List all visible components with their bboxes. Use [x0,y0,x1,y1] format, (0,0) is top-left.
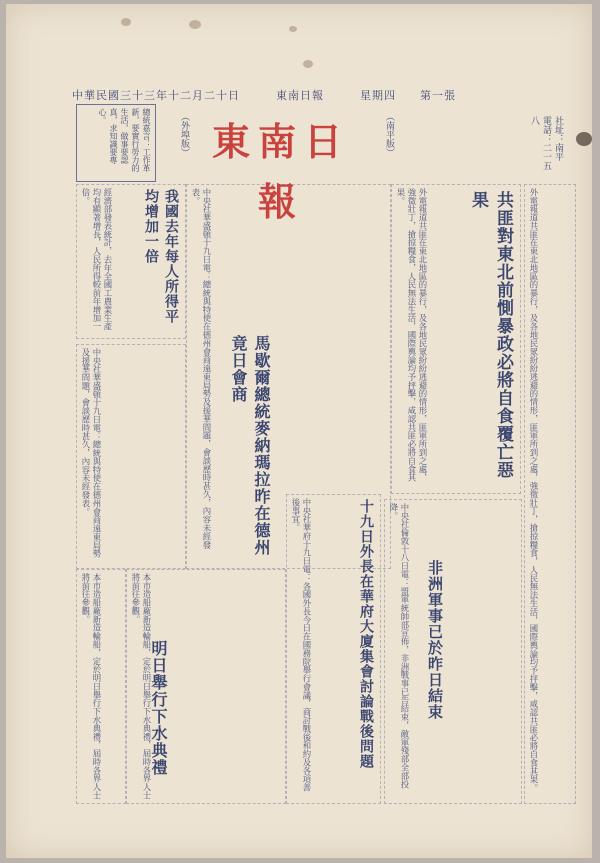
article-3 [286,494,381,804]
article-4-headline: 非洲軍事已於昨日結束 [426,560,444,720]
article-6-body: 經濟部發表統計，去年全國工農業生產均有顯著增長，人民所得較前年增加一倍。 [81,188,113,331]
header-dateline: 中華民國三十三年十二月二十日 東南日報 星期四 第一張 [72,89,456,102]
article-5-headline: 明日舉行下水典禮 [149,640,168,776]
article-1-headline: 共匪對東北前惻暴政必將自食覆亡惡果 [468,191,513,479]
article-6 [76,184,186,339]
article-4-body: 中央社倫敦十八日電：盟軍統帥部宣佈，非洲戰事已告結束，敵軍殘部全部投降。 [389,503,410,789]
newspaper-page [6,4,592,858]
left-bottom-text: 本市造船廠新造輪船，定於明日舉行下水典禮，屆時各界人士將前往參觀。 [81,573,102,800]
masthead-title: 東南日報 [211,119,350,224]
right-column-text: 外電報道共匪在東北地區的暴行，及各地民眾紛紛逃避的情形，匪軍所到之處，強徵壯丁，搶掠糧食，人民無法生活，國際輿論均予抨擊，咸認共匪必將自食其果。 [529,188,539,793]
right-column [524,184,576,804]
article-2-body: 中央社華盛頓十九日電：總統與特使在德州會商遠東局勢及援華問題，會談歷時甚久，內容未經發表。 [191,188,212,549]
edition-label: （外埠版） [179,112,189,157]
left-mid-column [76,344,186,569]
article-3-headline: 十九日外長在華府大廈集會討論戰後問題 [358,499,374,769]
publisher-info: 社址：南平 電話：二一五八 [529,116,563,170]
left-bottom-column [76,569,126,804]
article-1 [391,184,521,494]
article-4 [384,499,522,804]
article-5 [126,569,286,804]
left-mid-text: 中央社華盛頓十九日電：總統與特使在德州會商遠東局勢及援華問題，會談歷時甚久，內容未經發表。 [81,348,102,558]
region-label: （南平版） [384,112,394,157]
article-2-headline: 馬歇爾總統麥納瑪拉昨在德州竟日會商 [229,335,271,556]
article-6-headline: 我國去年每人所得平均增加一倍 [143,189,179,324]
article-1-body: 外電報道共匪在東北地區的暴行，及各地民眾紛紛逃避的情形，匪軍所到之處，強徵壯丁，搶掠糧食，人民無法生活，國際輿論均予抨擊，咸認共匪必將自食其果。 [396,188,428,482]
article-3-body: 中央社華府十九日電：各國外長今日在國務院舉行會議，商討戰後和約及各項善後事宜。 [291,498,312,792]
slogan-box: 總統嘉言：工作革新，要實行勞力的生活，做事要認真，求知識要專心。 [76,104,156,182]
article-5-body: 本市造船廠新造輪船，定於明日舉行下水典禮，屆時各界人士將前往參觀。 [131,573,152,800]
